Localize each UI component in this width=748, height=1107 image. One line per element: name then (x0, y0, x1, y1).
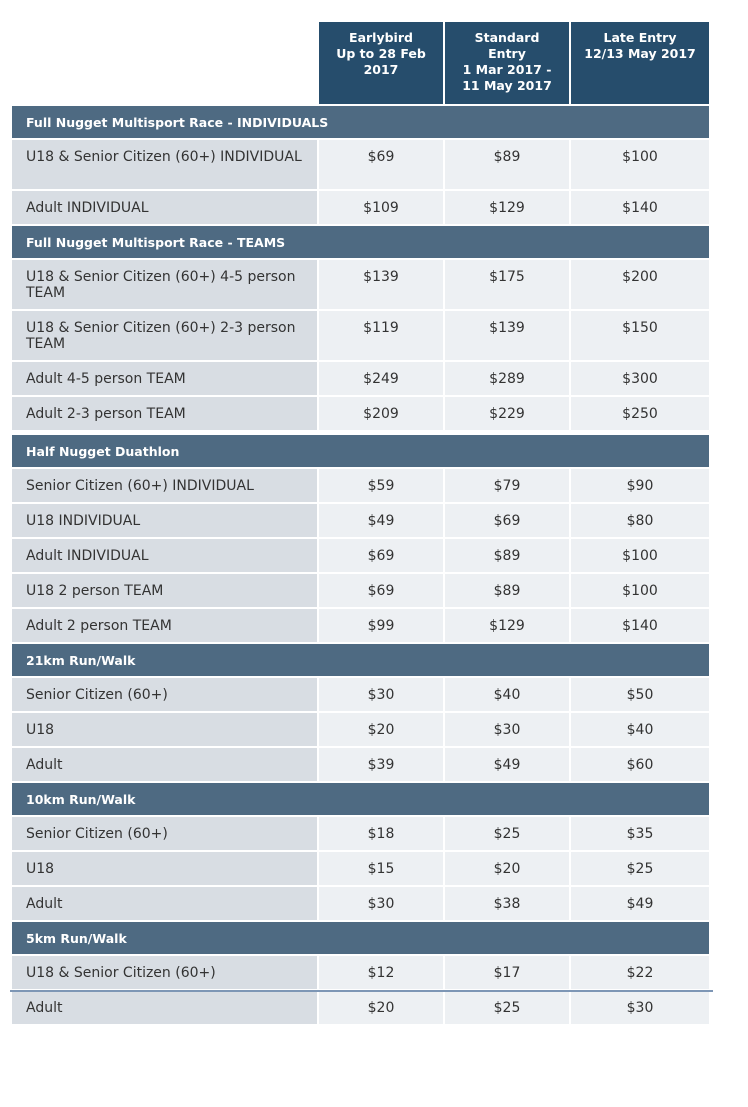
section-title: 10km Run/Walk (12, 783, 709, 817)
table-row (12, 678, 709, 713)
table-row (12, 362, 709, 397)
column-header-late-entry: Late Entry 12/13 May 2017 (569, 22, 709, 106)
standard-price: $289 (443, 362, 569, 397)
earlybird-price: $49 (317, 504, 443, 539)
section-title: Half Nugget Duathlon (12, 432, 709, 469)
section-title: 5km Run/Walk (12, 922, 709, 956)
late-entry-price: $300 (569, 362, 709, 397)
late-entry-price: $150 (569, 311, 709, 362)
row-label: Adult INDIVIDUAL (12, 539, 317, 574)
table-row (12, 191, 709, 226)
late-entry-price: $50 (569, 678, 709, 713)
late-entry-price: $140 (569, 609, 709, 644)
row-label: Adult 4-5 person TEAM (12, 362, 317, 397)
table-row (12, 991, 709, 1026)
earlybird-price: $20 (317, 713, 443, 748)
standard-price: $40 (443, 678, 569, 713)
late-entry-price: $100 (569, 574, 709, 609)
row-label: U18 & Senior Citizen (60+) INDIVIDUAL (12, 140, 317, 191)
table-header (12, 22, 709, 106)
standard-price: $129 (443, 609, 569, 644)
late-entry-price: $250 (569, 397, 709, 432)
section-header-row (12, 432, 709, 469)
section-header-row (12, 106, 709, 140)
earlybird-price: $209 (317, 397, 443, 432)
column-header-earlybird: Earlybird Up to 28 Feb 2017 (317, 22, 443, 106)
section-title: Full Nugget Multisport Race - TEAMS (12, 226, 709, 260)
late-entry-price: $80 (569, 504, 709, 539)
standard-price: $30 (443, 713, 569, 748)
row-label: Adult (12, 887, 317, 922)
column-header-standard-entry: Standard Entry 1 Mar 2017 - 11 May 2017 (443, 22, 569, 106)
table-row (12, 817, 709, 852)
section-header-row (12, 922, 709, 956)
standard-price: $229 (443, 397, 569, 432)
earlybird-price: $69 (317, 574, 443, 609)
table-row (12, 609, 709, 644)
standard-price: $129 (443, 191, 569, 226)
table-row (12, 311, 709, 362)
row-label: Adult (12, 991, 317, 1026)
table-row (12, 713, 709, 748)
table-row (12, 539, 709, 574)
late-entry-price: $60 (569, 748, 709, 783)
late-entry-price: $30 (569, 991, 709, 1026)
header-row (12, 22, 709, 106)
table-row (12, 140, 709, 191)
row-label: Adult 2-3 person TEAM (12, 397, 317, 432)
late-entry-price: $200 (569, 260, 709, 311)
table-body (12, 106, 709, 1026)
earlybird-price: $109 (317, 191, 443, 226)
row-label: U18 (12, 852, 317, 887)
late-entry-price: $100 (569, 539, 709, 574)
table-bottom-border (10, 990, 713, 992)
earlybird-price: $20 (317, 991, 443, 1026)
section-title: Full Nugget Multisport Race - INDIVIDUALS (12, 106, 709, 140)
earlybird-price: $18 (317, 817, 443, 852)
standard-price: $17 (443, 956, 569, 991)
section-header-row (12, 644, 709, 678)
row-label: U18 2 person TEAM (12, 574, 317, 609)
standard-price: $79 (443, 469, 569, 504)
standard-price: $25 (443, 817, 569, 852)
table-row (12, 469, 709, 504)
standard-price: $25 (443, 991, 569, 1026)
row-label: Adult (12, 748, 317, 783)
row-label: U18 & Senior Citizen (60+) (12, 956, 317, 991)
table-row (12, 260, 709, 311)
earlybird-price: $69 (317, 140, 443, 191)
standard-price: $175 (443, 260, 569, 311)
price-table-container (12, 22, 709, 1016)
earlybird-price: $69 (317, 539, 443, 574)
standard-price: $89 (443, 574, 569, 609)
standard-price: $89 (443, 539, 569, 574)
row-label: U18 & Senior Citizen (60+) 2-3 person TEAM (12, 311, 317, 362)
late-entry-price: $25 (569, 852, 709, 887)
late-entry-price: $49 (569, 887, 709, 922)
table-row (12, 956, 709, 991)
header-blank-cell (12, 22, 317, 106)
row-label: U18 & Senior Citizen (60+) 4-5 person TEAM (12, 260, 317, 311)
section-header-row (12, 783, 709, 817)
late-entry-price: $40 (569, 713, 709, 748)
late-entry-price: $22 (569, 956, 709, 991)
earlybird-price: $139 (317, 260, 443, 311)
late-entry-price: $90 (569, 469, 709, 504)
table-row (12, 397, 709, 432)
table-row (12, 504, 709, 539)
earlybird-price: $12 (317, 956, 443, 991)
earlybird-price: $15 (317, 852, 443, 887)
earlybird-price: $119 (317, 311, 443, 362)
earlybird-price: $249 (317, 362, 443, 397)
row-label: Adult INDIVIDUAL (12, 191, 317, 226)
row-label: Senior Citizen (60+) (12, 817, 317, 852)
late-entry-price: $140 (569, 191, 709, 226)
table-row (12, 887, 709, 922)
late-entry-price: $35 (569, 817, 709, 852)
earlybird-price: $59 (317, 469, 443, 504)
earlybird-price: $39 (317, 748, 443, 783)
section-header-row (12, 226, 709, 260)
row-label: Adult 2 person TEAM (12, 609, 317, 644)
section-title: 21km Run/Walk (12, 644, 709, 678)
earlybird-price: $99 (317, 609, 443, 644)
standard-price: $20 (443, 852, 569, 887)
entry-fees-table (12, 22, 709, 1026)
table-row (12, 748, 709, 783)
table-row (12, 574, 709, 609)
row-label: U18 INDIVIDUAL (12, 504, 317, 539)
table-row (12, 852, 709, 887)
standard-price: $69 (443, 504, 569, 539)
late-entry-price: $100 (569, 140, 709, 191)
row-label: Senior Citizen (60+) INDIVIDUAL (12, 469, 317, 504)
standard-price: $139 (443, 311, 569, 362)
standard-price: $49 (443, 748, 569, 783)
earlybird-price: $30 (317, 678, 443, 713)
row-label: Senior Citizen (60+) (12, 678, 317, 713)
earlybird-price: $30 (317, 887, 443, 922)
row-label: U18 (12, 713, 317, 748)
standard-price: $38 (443, 887, 569, 922)
standard-price: $89 (443, 140, 569, 191)
